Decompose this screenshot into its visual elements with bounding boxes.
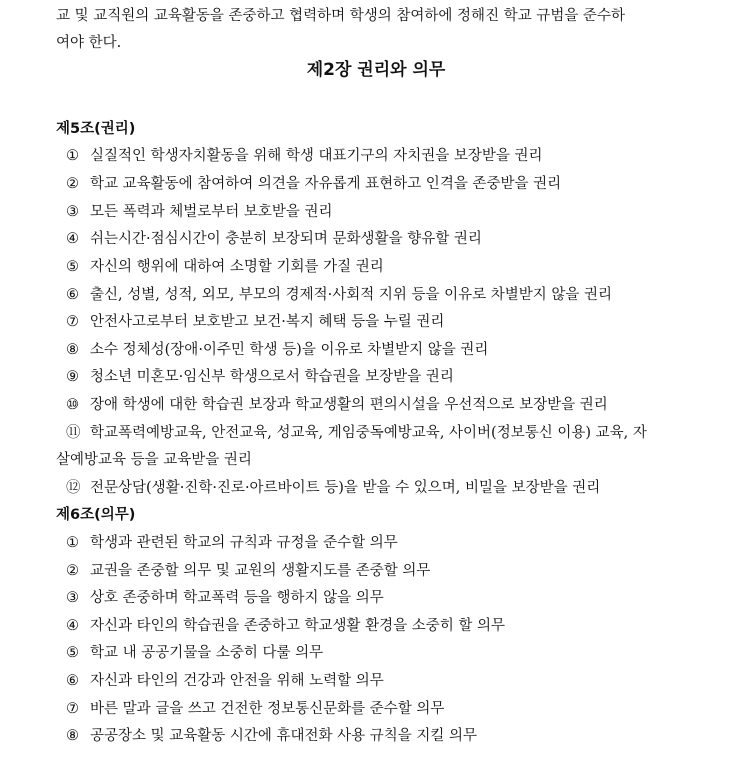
right-item-11 bbox=[66, 423, 647, 443]
item-text: 실질적인 학생자치활동을 위해 학생 대표기구의 자치권을 보장받을 권리 bbox=[90, 148, 543, 164]
item-number: ⑥ bbox=[66, 673, 79, 689]
item-number: ② bbox=[66, 563, 79, 579]
article-6-heading: 제6조(의무) bbox=[56, 507, 136, 523]
item-number: ⑧ bbox=[66, 342, 79, 358]
duty-item-3 bbox=[66, 588, 384, 608]
right-item-1 bbox=[66, 146, 542, 166]
item-number: ⑥ bbox=[66, 287, 79, 303]
item-number: ④ bbox=[66, 231, 79, 247]
duty-item-5 bbox=[66, 643, 323, 663]
item-number: ① bbox=[66, 148, 79, 164]
item-number: ① bbox=[66, 535, 79, 551]
item-number: ⑦ bbox=[66, 314, 79, 330]
item-text: 학생과 관련된 학교의 규칙과 규정을 준수할 의무 bbox=[90, 535, 398, 551]
item-number: ⑧ bbox=[66, 728, 79, 744]
item-number: ② bbox=[66, 176, 79, 192]
item-number: ⑫ bbox=[66, 480, 81, 496]
duty-item-8 bbox=[66, 726, 477, 746]
item-number: ③ bbox=[66, 204, 79, 220]
chapter-title: 제2장 권리와 의무 bbox=[306, 60, 446, 80]
duty-item-2 bbox=[66, 561, 430, 581]
item-text: 자신과 타인의 건강과 안전을 위해 노력할 의무 bbox=[90, 673, 384, 689]
item-text: 모든 폭력과 체벌로부터 보호받을 권리 bbox=[90, 204, 333, 220]
item-number: ⑤ bbox=[66, 259, 79, 275]
right-item-3 bbox=[66, 202, 333, 222]
item-text: 전문상담(생활·진학·진로·아르바이트 등)을 받을 수 있으며, 비밀을 보장받을 권리 bbox=[90, 480, 601, 496]
right-item-4 bbox=[66, 229, 482, 249]
intro-line-1: 교 및 교직원의 교육활동을 존중하고 협력하며 학생의 참여하에 정해진 학교 규범을 준수하 bbox=[56, 8, 625, 24]
article-5-heading: 제5조(권리) bbox=[56, 121, 136, 137]
item-number: ④ bbox=[66, 618, 79, 634]
item-text: 자신과 타인의 학습권을 존중하고 학교생활 환경을 소중히 할 의무 bbox=[90, 618, 506, 634]
right-item-7 bbox=[66, 312, 444, 332]
duty-item-7 bbox=[66, 699, 444, 719]
right-item-9 bbox=[66, 367, 454, 387]
item-text: 장애 학생에 대한 학습권 보장과 학교생활의 편의시설을 우선적으로 보장받을 권리 bbox=[90, 397, 608, 413]
item-text: 출신, 성별, 성적, 외모, 부모의 경제적·사회적 지위 등을 이유로 차별받지 않을 권리 bbox=[90, 287, 612, 303]
item-number: ⑪ bbox=[66, 425, 81, 441]
item-text: 자신의 행위에 대하여 소명할 기회를 가질 권리 bbox=[90, 259, 384, 275]
item-number: ⑤ bbox=[66, 645, 79, 661]
right-item-12 bbox=[66, 478, 600, 498]
right-item-6 bbox=[66, 285, 612, 305]
duty-item-6 bbox=[66, 671, 384, 691]
item-text: 상호 존중하며 학교폭력 등을 행하지 않을 의무 bbox=[90, 590, 384, 606]
item-text: 학교폭력예방교육, 안전교육, 성교육, 게임중독예방교육, 사이버(정보통신 이용) 교육, 자 bbox=[90, 425, 647, 441]
right-item-2 bbox=[66, 174, 561, 194]
item-text: 소수 정체성(장애·이주민 학생 등)을 이유로 차별받지 않을 권리 bbox=[90, 342, 489, 358]
item-text: 학교 교육활동에 참여하여 의견을 자유롭게 표현하고 인격을 존중받을 권리 bbox=[90, 176, 562, 192]
item-text: 교권을 존중할 의무 및 교원의 생활지도를 존중할 의무 bbox=[90, 563, 431, 579]
item-text: 청소년 미혼모·임신부 학생으로서 학습권을 보장받을 권리 bbox=[90, 369, 454, 385]
right-item-8 bbox=[66, 340, 488, 360]
item-text: 학교 내 공공기물을 소중히 다룰 의무 bbox=[90, 645, 324, 661]
item-text: 공공장소 및 교육활동 시간에 휴대전화 사용 규칙을 지킬 의무 bbox=[90, 728, 478, 744]
right-item-11-continuation: 살예방교육 등을 교육받을 권리 bbox=[56, 452, 252, 468]
intro-line-2: 여야 한다. bbox=[56, 35, 122, 51]
item-text: 안전사고로부터 보호받고 보건·복지 혜택 등을 누릴 권리 bbox=[90, 314, 445, 330]
item-number: ⑦ bbox=[66, 701, 79, 717]
right-item-10 bbox=[66, 395, 608, 415]
item-number: ⑨ bbox=[66, 369, 79, 385]
right-item-5 bbox=[66, 257, 384, 277]
item-number: ③ bbox=[66, 590, 79, 606]
item-text: 쉬는시간·점심시간이 충분히 보장되며 문화생활을 향유할 권리 bbox=[90, 231, 482, 247]
item-text: 바른 말과 글을 쓰고 건전한 정보통신문화를 준수할 의무 bbox=[90, 701, 445, 717]
duty-item-4 bbox=[66, 616, 505, 636]
duty-item-1 bbox=[66, 533, 398, 553]
item-number: ⑩ bbox=[66, 397, 79, 413]
